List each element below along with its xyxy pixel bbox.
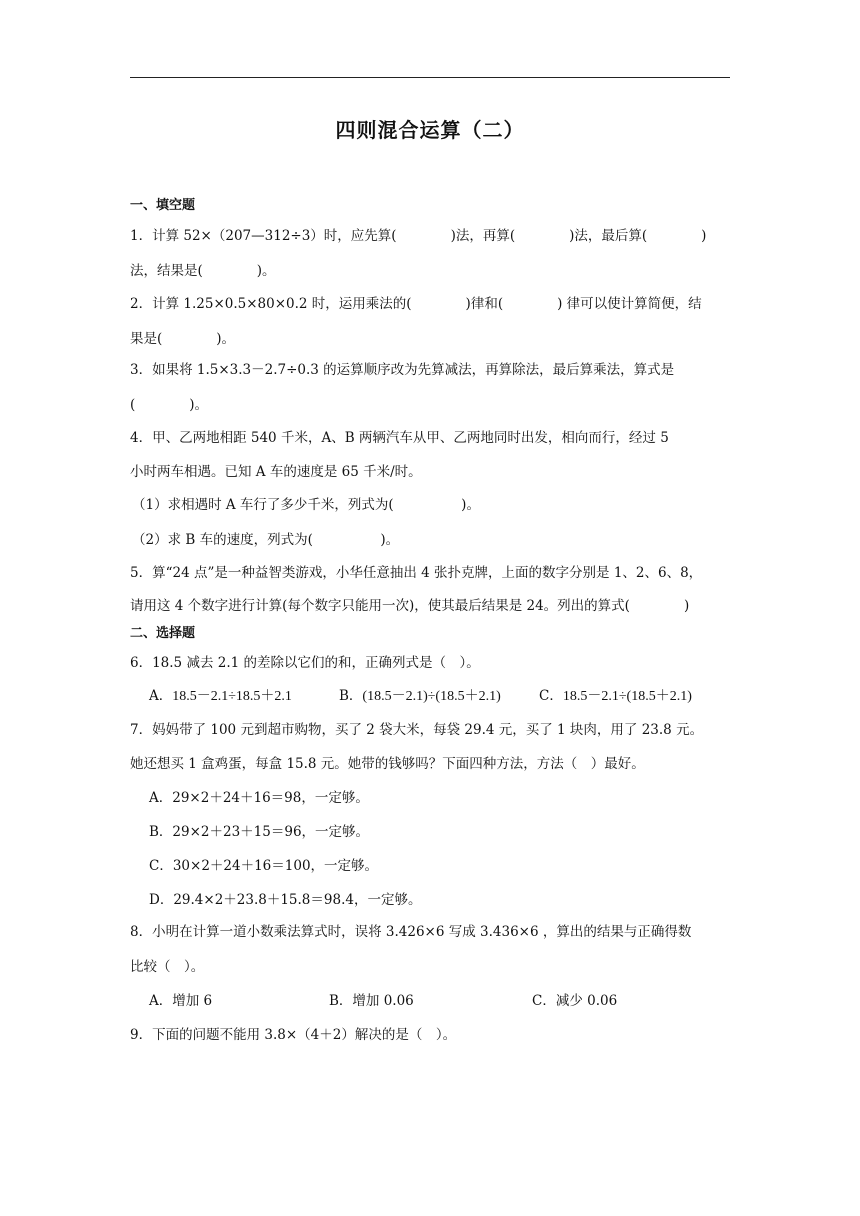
question-1-line-2: 法，结果是( )。 xyxy=(130,263,276,279)
question-3-line-1: 3．如果将 1.5×3.3－2.7÷0.3 的运算顺序改为先算减法，再算除法，最后算乘法，算式是 xyxy=(130,362,675,378)
question-6-option-c xyxy=(539,686,692,707)
question-7-option-a: A．29×2＋24＋16＝98，一定够。 xyxy=(149,790,369,806)
option-b-label: B． xyxy=(339,688,363,704)
question-3-line-2: ( )。 xyxy=(130,397,209,413)
option-a-expression: 18.5－2.1÷18.5＋2.1 xyxy=(172,689,292,704)
question-7-option-d: D．29.4×2＋23.8＋15.8＝98.4，一定够。 xyxy=(149,892,422,908)
question-8-option-a: A．增加 6 xyxy=(149,993,213,1009)
question-7-line-1: 7．妈妈带了 100 元到超市购物，买了 2 袋大米，每袋 29.4 元，买了 1 块肉，用了 23.8 元。 xyxy=(130,722,704,738)
question-4-sub-2: （2）求 B 车的速度，列式为( )。 xyxy=(132,532,400,548)
question-7-option-c: C．30×2＋24＋16＝100，一定够。 xyxy=(149,858,379,874)
question-8-option-c: C．减少 0.06 xyxy=(532,993,618,1009)
question-4-line-1: 4．甲、乙两地相距 540 千米，A、B 两辆汽车从甲、乙两地同时出发，相向而行，经过 5 xyxy=(130,430,669,446)
question-6-options xyxy=(149,686,749,707)
question-2-line-1: 2．计算 1.25×0.5×80×0.2 时，运用乘法的( )律和( ) 律可以使计算简便，结 xyxy=(130,296,702,312)
question-7-option-b: B．29×2＋23＋15＝96，一定够。 xyxy=(149,824,370,840)
option-b-expression: (18.5－2.1)÷(18.5＋2.1) xyxy=(362,689,501,704)
header-rule xyxy=(130,77,730,78)
question-8-line-1: 8．小明在计算一道小数乘法算式时，误将 3.426×6 写成 3.436×6 ，算出的结果与正确得数 xyxy=(130,924,692,940)
question-7-line-2: 她还想买 1 盒鸡蛋，每盒 15.8 元。她带的钱够吗？下面四种方法，方法（ ）最好。 xyxy=(130,756,645,772)
question-5-line-2: 请用这 4 个数字进行计算(每个数字只能用一次)，使其最后结果是 24。列出的算式( ) xyxy=(130,598,690,614)
question-8-option-b: B．增加 0.06 xyxy=(329,993,414,1009)
question-8-line-2: 比较（ ）。 xyxy=(130,959,205,975)
question-4-line-2: 小时两车相遇。已知 A 车的速度是 65 千米/时。 xyxy=(130,464,422,480)
section-multiple-choice: 二、选择题 xyxy=(130,626,196,641)
question-6-stem: 6．18.5 减去 2.1 的差除以它们的和，正确列式是（ ）。 xyxy=(130,655,480,671)
question-5-line-1: 5．算“24 点”是一种益智类游戏，小华任意抽出 4 张扑克牌，上面的数字分别是 1、2、6、8， xyxy=(130,565,703,581)
question-4-sub-1: （1）求相遇时 A 车行了多少千米，列式为( )。 xyxy=(132,497,480,513)
option-a-label: A． xyxy=(149,688,173,704)
question-9-stem: 9．下面的问题不能用 3.8×（4＋2）解决的是（ ）。 xyxy=(130,1027,457,1043)
option-c-expression: 18.5－2.1÷(18.5＋2.1) xyxy=(562,689,692,704)
page-title: 四则混合运算（二） xyxy=(335,118,525,142)
question-6-option-a xyxy=(149,686,339,707)
question-6-option-b xyxy=(339,686,539,707)
option-c-label: C． xyxy=(539,688,563,704)
question-2-line-2: 果是( )。 xyxy=(130,331,236,347)
question-1-line-1: 1．计算 52×（207—312÷3）时，应先算( )法，再算( )法，最后算( ) xyxy=(130,228,707,244)
section-fill-in: 一、填空题 xyxy=(130,198,196,213)
question-8-options xyxy=(149,991,749,1011)
